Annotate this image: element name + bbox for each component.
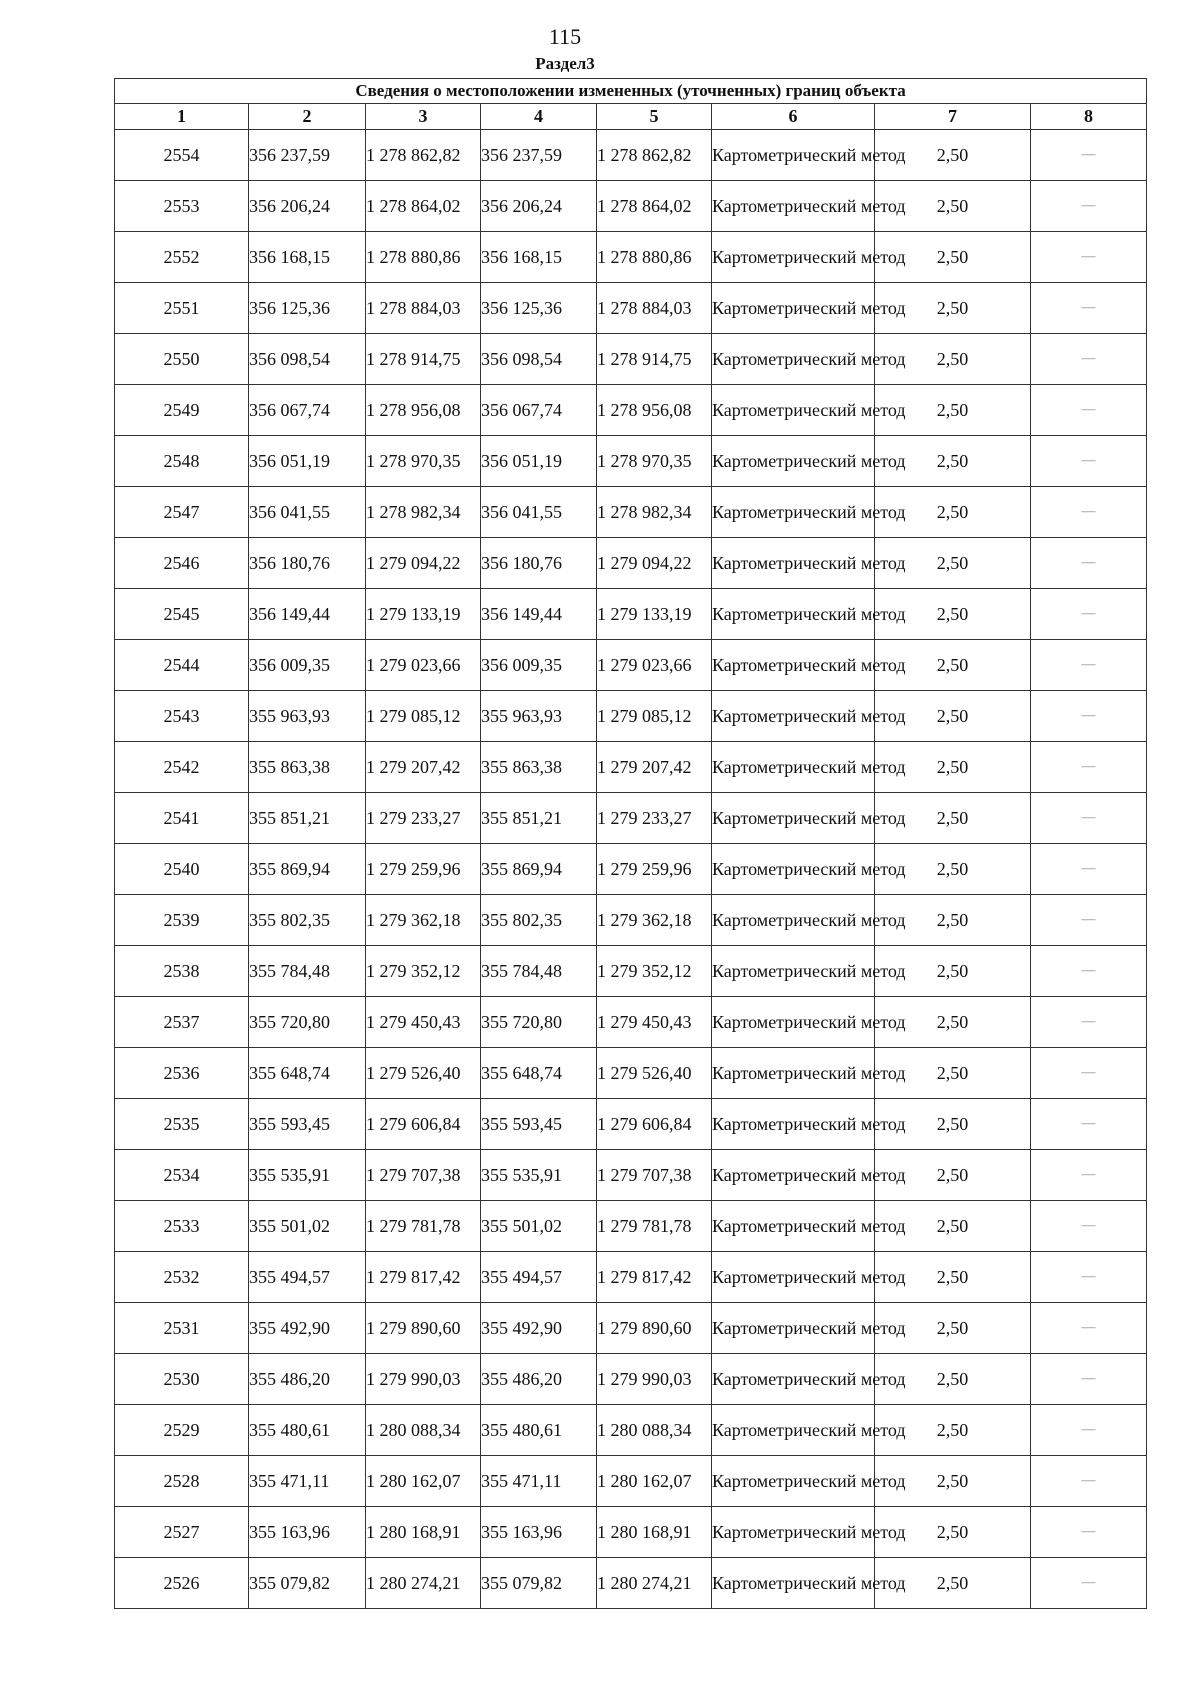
table-row [115, 436, 1147, 487]
y-old-cell: 1 278 864,02 [366, 181, 481, 232]
y-old-cell: 1 279 817,42 [366, 1252, 481, 1303]
table-row [115, 1405, 1147, 1456]
y-new-cell: 1 278 914,75 [597, 334, 712, 385]
y-old-cell: 1 279 094,22 [366, 538, 481, 589]
x-old-cell: 356 237,59 [249, 130, 366, 181]
x-new-cell: 355 480,61 [481, 1405, 597, 1456]
point-number-cell: 2527 [115, 1507, 249, 1558]
x-new-cell: 355 494,57 [481, 1252, 597, 1303]
point-number-cell: 2530 [115, 1354, 249, 1405]
method-cell: Картометрический метод [712, 640, 875, 691]
y-old-cell: 1 279 352,12 [366, 946, 481, 997]
y-old-cell: 1 279 233,27 [366, 793, 481, 844]
y-old-cell: 1 279 085,12 [366, 691, 481, 742]
x-old-cell: 355 492,90 [249, 1303, 366, 1354]
description-cell: — [1031, 997, 1147, 1048]
x-new-cell: 356 180,76 [481, 538, 597, 589]
table-row [115, 334, 1147, 385]
table-row [115, 1303, 1147, 1354]
table-row [115, 1354, 1147, 1405]
y-new-cell: 1 278 884,03 [597, 283, 712, 334]
x-new-cell: 355 486,20 [481, 1354, 597, 1405]
table-row [115, 997, 1147, 1048]
y-old-cell: 1 278 970,35 [366, 436, 481, 487]
table-row [115, 283, 1147, 334]
y-new-cell: 1 279 526,40 [597, 1048, 712, 1099]
description-cell: — [1031, 538, 1147, 589]
table-row [115, 130, 1147, 181]
y-old-cell: 1 279 990,03 [366, 1354, 481, 1405]
y-new-cell: 1 279 606,84 [597, 1099, 712, 1150]
column-number: 8 [1031, 104, 1147, 130]
x-new-cell: 355 593,45 [481, 1099, 597, 1150]
x-new-cell: 355 851,21 [481, 793, 597, 844]
precision-cell: 2,50 [875, 232, 1031, 283]
precision-cell: 2,50 [875, 283, 1031, 334]
x-old-cell: 355 163,96 [249, 1507, 366, 1558]
description-cell: — [1031, 1354, 1147, 1405]
point-number-cell: 2534 [115, 1150, 249, 1201]
point-number-cell: 2538 [115, 946, 249, 997]
x-new-cell: 355 501,02 [481, 1201, 597, 1252]
method-cell: Картометрический метод [712, 232, 875, 283]
method-cell: Картометрический метод [712, 1558, 875, 1609]
method-cell: Картометрический метод [712, 844, 875, 895]
method-cell: Картометрический метод [712, 997, 875, 1048]
y-old-cell: 1 278 956,08 [366, 385, 481, 436]
description-cell: — [1031, 130, 1147, 181]
x-old-cell: 356 180,76 [249, 538, 366, 589]
y-new-cell: 1 278 864,02 [597, 181, 712, 232]
x-old-cell: 355 486,20 [249, 1354, 366, 1405]
table-row [115, 487, 1147, 538]
method-cell: Картометрический метод [712, 283, 875, 334]
description-cell: — [1031, 1048, 1147, 1099]
method-cell: Картометрический метод [712, 691, 875, 742]
x-new-cell: 355 471,11 [481, 1456, 597, 1507]
x-old-cell: 355 480,61 [249, 1405, 366, 1456]
precision-cell: 2,50 [875, 538, 1031, 589]
point-number-cell: 2548 [115, 436, 249, 487]
precision-cell: 2,50 [875, 640, 1031, 691]
point-number-cell: 2537 [115, 997, 249, 1048]
precision-cell: 2,50 [875, 385, 1031, 436]
point-number-cell: 2546 [115, 538, 249, 589]
point-number-cell: 2540 [115, 844, 249, 895]
table-row [115, 844, 1147, 895]
y-new-cell: 1 279 023,66 [597, 640, 712, 691]
x-old-cell: 355 593,45 [249, 1099, 366, 1150]
precision-cell: 2,50 [875, 1456, 1031, 1507]
point-number-cell: 2550 [115, 334, 249, 385]
method-cell: Картометрический метод [712, 385, 875, 436]
point-number-cell: 2532 [115, 1252, 249, 1303]
y-old-cell: 1 278 884,03 [366, 283, 481, 334]
description-cell: — [1031, 1252, 1147, 1303]
column-number: 7 [875, 104, 1031, 130]
x-new-cell: 356 125,36 [481, 283, 597, 334]
x-new-cell: 356 206,24 [481, 181, 597, 232]
point-number-cell: 2542 [115, 742, 249, 793]
y-new-cell: 1 280 168,91 [597, 1507, 712, 1558]
precision-cell: 2,50 [875, 793, 1031, 844]
point-number-cell: 2547 [115, 487, 249, 538]
y-new-cell: 1 278 862,82 [597, 130, 712, 181]
x-old-cell: 355 535,91 [249, 1150, 366, 1201]
y-new-cell: 1 279 233,27 [597, 793, 712, 844]
precision-cell: 2,50 [875, 1405, 1031, 1456]
x-new-cell: 355 963,93 [481, 691, 597, 742]
precision-cell: 2,50 [875, 334, 1031, 385]
point-number-cell: 2526 [115, 1558, 249, 1609]
x-old-cell: 355 501,02 [249, 1201, 366, 1252]
table-row [115, 742, 1147, 793]
y-new-cell: 1 279 707,38 [597, 1150, 712, 1201]
y-old-cell: 1 279 259,96 [366, 844, 481, 895]
section-title: Раздел3 [535, 54, 595, 73]
column-number: 1 [115, 104, 249, 130]
table-row [115, 181, 1147, 232]
description-cell: — [1031, 232, 1147, 283]
precision-cell: 2,50 [875, 487, 1031, 538]
precision-cell: 2,50 [875, 1099, 1031, 1150]
description-cell: — [1031, 1507, 1147, 1558]
x-new-cell: 355 079,82 [481, 1558, 597, 1609]
column-number-row [115, 104, 1147, 130]
table-row [115, 232, 1147, 283]
method-cell: Картометрический метод [712, 946, 875, 997]
y-old-cell: 1 279 707,38 [366, 1150, 481, 1201]
table-row [115, 793, 1147, 844]
table-row [115, 1099, 1147, 1150]
x-new-cell: 355 863,38 [481, 742, 597, 793]
table-body [115, 130, 1147, 1609]
y-new-cell: 1 279 207,42 [597, 742, 712, 793]
x-old-cell: 355 784,48 [249, 946, 366, 997]
x-new-cell: 355 784,48 [481, 946, 597, 997]
y-old-cell: 1 278 880,86 [366, 232, 481, 283]
point-number-cell: 2536 [115, 1048, 249, 1099]
method-cell: Картометрический метод [712, 793, 875, 844]
description-cell: — [1031, 946, 1147, 997]
y-old-cell: 1 278 982,34 [366, 487, 481, 538]
table-row [115, 1150, 1147, 1201]
x-old-cell: 355 079,82 [249, 1558, 366, 1609]
point-number-cell: 2529 [115, 1405, 249, 1456]
table-row [115, 1558, 1147, 1609]
description-cell: — [1031, 487, 1147, 538]
table-caption: Сведения о местоположении измененных (уточненных) границ объекта [115, 79, 1147, 104]
table-row [115, 895, 1147, 946]
precision-cell: 2,50 [875, 1303, 1031, 1354]
description-cell: — [1031, 1099, 1147, 1150]
y-new-cell: 1 279 890,60 [597, 1303, 712, 1354]
x-old-cell: 355 851,21 [249, 793, 366, 844]
coordinates-table [114, 78, 1147, 1609]
precision-cell: 2,50 [875, 1507, 1031, 1558]
y-old-cell: 1 279 781,78 [366, 1201, 481, 1252]
x-old-cell: 355 720,80 [249, 997, 366, 1048]
x-new-cell: 356 237,59 [481, 130, 597, 181]
y-new-cell: 1 279 362,18 [597, 895, 712, 946]
point-number-cell: 2539 [115, 895, 249, 946]
y-new-cell: 1 278 982,34 [597, 487, 712, 538]
x-old-cell: 356 041,55 [249, 487, 366, 538]
column-number: 2 [249, 104, 366, 130]
y-new-cell: 1 279 085,12 [597, 691, 712, 742]
description-cell: — [1031, 589, 1147, 640]
description-cell: — [1031, 1405, 1147, 1456]
x-old-cell: 355 802,35 [249, 895, 366, 946]
precision-cell: 2,50 [875, 436, 1031, 487]
description-cell: — [1031, 436, 1147, 487]
precision-cell: 2,50 [875, 1252, 1031, 1303]
x-old-cell: 355 963,93 [249, 691, 366, 742]
description-cell: — [1031, 742, 1147, 793]
y-old-cell: 1 280 088,34 [366, 1405, 481, 1456]
precision-cell: 2,50 [875, 946, 1031, 997]
x-new-cell: 356 051,19 [481, 436, 597, 487]
y-old-cell: 1 280 168,91 [366, 1507, 481, 1558]
x-old-cell: 356 009,35 [249, 640, 366, 691]
x-old-cell: 355 471,11 [249, 1456, 366, 1507]
point-number-cell: 2544 [115, 640, 249, 691]
table-row [115, 1048, 1147, 1099]
point-number-cell: 2528 [115, 1456, 249, 1507]
precision-cell: 2,50 [875, 895, 1031, 946]
y-new-cell: 1 279 352,12 [597, 946, 712, 997]
precision-cell: 2,50 [875, 742, 1031, 793]
y-new-cell: 1 278 956,08 [597, 385, 712, 436]
description-cell: — [1031, 385, 1147, 436]
table-row [115, 946, 1147, 997]
x-new-cell: 355 163,96 [481, 1507, 597, 1558]
description-cell: — [1031, 1558, 1147, 1609]
x-new-cell: 355 869,94 [481, 844, 597, 895]
column-number: 3 [366, 104, 481, 130]
precision-cell: 2,50 [875, 1354, 1031, 1405]
x-old-cell: 356 206,24 [249, 181, 366, 232]
precision-cell: 2,50 [875, 1150, 1031, 1201]
description-cell: — [1031, 844, 1147, 895]
y-new-cell: 1 279 259,96 [597, 844, 712, 895]
table-row [115, 1507, 1147, 1558]
x-new-cell: 356 098,54 [481, 334, 597, 385]
description-cell: — [1031, 334, 1147, 385]
table-row [115, 1201, 1147, 1252]
description-cell: — [1031, 1456, 1147, 1507]
description-cell: — [1031, 793, 1147, 844]
point-number-cell: 2551 [115, 283, 249, 334]
x-old-cell: 355 863,38 [249, 742, 366, 793]
y-old-cell: 1 278 862,82 [366, 130, 481, 181]
x-old-cell: 356 125,36 [249, 283, 366, 334]
method-cell: Картометрический метод [712, 742, 875, 793]
method-cell: Картометрический метод [712, 538, 875, 589]
method-cell: Картометрический метод [712, 334, 875, 385]
description-cell: — [1031, 181, 1147, 232]
y-old-cell: 1 279 207,42 [366, 742, 481, 793]
table-caption-row [115, 79, 1147, 104]
x-old-cell: 355 648,74 [249, 1048, 366, 1099]
point-number-cell: 2535 [115, 1099, 249, 1150]
column-number: 6 [712, 104, 875, 130]
precision-cell: 2,50 [875, 1048, 1031, 1099]
description-cell: — [1031, 283, 1147, 334]
y-new-cell: 1 279 990,03 [597, 1354, 712, 1405]
x-old-cell: 356 098,54 [249, 334, 366, 385]
y-old-cell: 1 279 606,84 [366, 1099, 481, 1150]
y-new-cell: 1 278 970,35 [597, 436, 712, 487]
column-number: 4 [481, 104, 597, 130]
point-number-cell: 2553 [115, 181, 249, 232]
x-new-cell: 355 720,80 [481, 997, 597, 1048]
table-row [115, 1252, 1147, 1303]
y-old-cell: 1 278 914,75 [366, 334, 481, 385]
x-new-cell: 356 168,15 [481, 232, 597, 283]
table-row [115, 691, 1147, 742]
y-new-cell: 1 278 880,86 [597, 232, 712, 283]
method-cell: Картометрический метод [712, 130, 875, 181]
x-new-cell: 356 009,35 [481, 640, 597, 691]
method-cell: Картометрический метод [712, 181, 875, 232]
method-cell: Картометрический метод [712, 436, 875, 487]
table-row [115, 589, 1147, 640]
precision-cell: 2,50 [875, 844, 1031, 895]
x-old-cell: 356 149,44 [249, 589, 366, 640]
description-cell: — [1031, 691, 1147, 742]
method-cell: Картометрический метод [712, 1405, 875, 1456]
precision-cell: 2,50 [875, 997, 1031, 1048]
description-cell: — [1031, 1303, 1147, 1354]
x-old-cell: 356 067,74 [249, 385, 366, 436]
y-old-cell: 1 279 023,66 [366, 640, 481, 691]
precision-cell: 2,50 [875, 691, 1031, 742]
method-cell: Картометрический метод [712, 1099, 875, 1150]
point-number-cell: 2541 [115, 793, 249, 844]
point-number-cell: 2533 [115, 1201, 249, 1252]
y-new-cell: 1 280 088,34 [597, 1405, 712, 1456]
method-cell: Картометрический метод [712, 589, 875, 640]
precision-cell: 2,50 [875, 589, 1031, 640]
table-row [115, 640, 1147, 691]
point-number-cell: 2545 [115, 589, 249, 640]
description-cell: — [1031, 1201, 1147, 1252]
y-new-cell: 1 279 781,78 [597, 1201, 712, 1252]
description-cell: — [1031, 895, 1147, 946]
y-new-cell: 1 279 133,19 [597, 589, 712, 640]
table-row [115, 538, 1147, 589]
x-new-cell: 355 802,35 [481, 895, 597, 946]
precision-cell: 2,50 [875, 181, 1031, 232]
description-cell: — [1031, 640, 1147, 691]
x-new-cell: 355 648,74 [481, 1048, 597, 1099]
column-number: 5 [597, 104, 712, 130]
y-old-cell: 1 280 162,07 [366, 1456, 481, 1507]
y-new-cell: 1 280 162,07 [597, 1456, 712, 1507]
y-new-cell: 1 279 094,22 [597, 538, 712, 589]
y-old-cell: 1 280 274,21 [366, 1558, 481, 1609]
precision-cell: 2,50 [875, 130, 1031, 181]
x-old-cell: 356 168,15 [249, 232, 366, 283]
description-cell: — [1031, 1150, 1147, 1201]
point-number-cell: 2554 [115, 130, 249, 181]
x-new-cell: 356 149,44 [481, 589, 597, 640]
method-cell: Картометрический метод [712, 1507, 875, 1558]
method-cell: Картометрический метод [712, 1201, 875, 1252]
point-number-cell: 2531 [115, 1303, 249, 1354]
method-cell: Картометрический метод [712, 1048, 875, 1099]
y-old-cell: 1 279 526,40 [366, 1048, 481, 1099]
x-new-cell: 355 535,91 [481, 1150, 597, 1201]
method-cell: Картометрический метод [712, 1150, 875, 1201]
x-old-cell: 355 494,57 [249, 1252, 366, 1303]
method-cell: Картометрический метод [712, 487, 875, 538]
y-old-cell: 1 279 362,18 [366, 895, 481, 946]
method-cell: Картометрический метод [712, 1252, 875, 1303]
y-old-cell: 1 279 133,19 [366, 589, 481, 640]
x-old-cell: 355 869,94 [249, 844, 366, 895]
x-new-cell: 356 067,74 [481, 385, 597, 436]
point-number-cell: 2549 [115, 385, 249, 436]
y-old-cell: 1 279 890,60 [366, 1303, 481, 1354]
y-new-cell: 1 279 450,43 [597, 997, 712, 1048]
point-number-cell: 2552 [115, 232, 249, 283]
y-new-cell: 1 280 274,21 [597, 1558, 712, 1609]
point-number-cell: 2543 [115, 691, 249, 742]
page-number: 115 [548, 24, 582, 49]
x-old-cell: 356 051,19 [249, 436, 366, 487]
y-new-cell: 1 279 817,42 [597, 1252, 712, 1303]
method-cell: Картометрический метод [712, 1456, 875, 1507]
precision-cell: 2,50 [875, 1558, 1031, 1609]
precision-cell: 2,50 [875, 1201, 1031, 1252]
x-new-cell: 355 492,90 [481, 1303, 597, 1354]
method-cell: Картометрический метод [712, 895, 875, 946]
y-old-cell: 1 279 450,43 [366, 997, 481, 1048]
table-row [115, 385, 1147, 436]
method-cell: Картометрический метод [712, 1354, 875, 1405]
x-new-cell: 356 041,55 [481, 487, 597, 538]
table-row [115, 1456, 1147, 1507]
method-cell: Картометрический метод [712, 1303, 875, 1354]
